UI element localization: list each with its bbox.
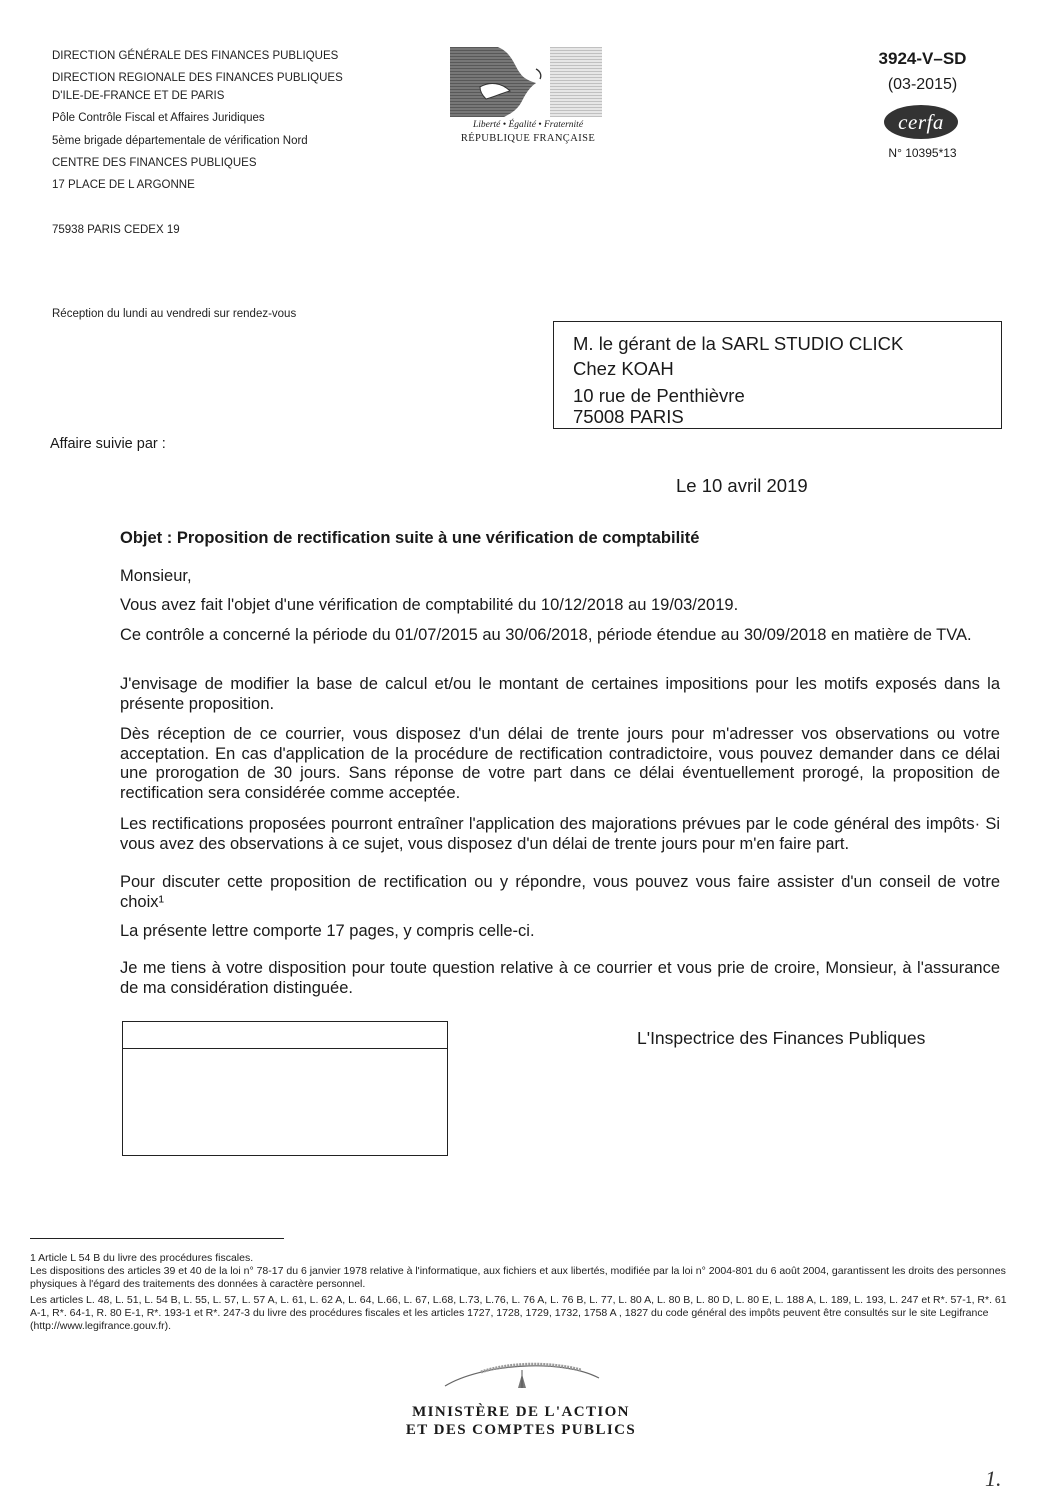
ministry-logo bbox=[385, 1358, 657, 1468]
republic-motto: Liberté • Égalité • Fraternité bbox=[472, 120, 584, 130]
cerfa-logo bbox=[884, 105, 958, 139]
ministry-name-line1: MINISTÈRE DE L'ACTION bbox=[412, 1404, 630, 1420]
footnote: Les dispositions des articles 39 et 40 de la loi n° 78-17 du 6 janvier 1978 relative à l'informatique, aux fichiers et aux libertés, modifiée par la loi n° 2004-801 du 6 août 2004, garantissent les droits des personnes physiques à l'égard des traitements des données à caractère personnel. bbox=[30, 1265, 1006, 1290]
recipient-address-box bbox=[553, 321, 1002, 429]
republic-name: RÉPUBLIQUE FRANÇAISE bbox=[460, 133, 596, 144]
form-edition: (03-2015) bbox=[887, 76, 958, 93]
recipient-line: Chez KOAH bbox=[573, 358, 674, 379]
sender-line: 5ème brigade départementale de vérification Nord bbox=[52, 135, 308, 147]
marianne-icon bbox=[450, 47, 602, 117]
footnote: 1 Article L 54 B du livre des procédures fiscales. bbox=[30, 1252, 254, 1264]
recipient-line: M. le gérant de la SARL STUDIO CLICK bbox=[573, 333, 904, 354]
letter-paragraph: J'envisage de modifier la base de calcul et/ou le montant de certaines impositions pour les motifs exposés dans la présente proposition. bbox=[120, 675, 1000, 713]
letter-paragraph: Je me tiens à votre disposition pour toute question relative à ce courrier et vous prie de croire, Monsieur, à l'assurance de ma considération distinguée. bbox=[120, 959, 1000, 997]
page-number: 1. bbox=[985, 1466, 1002, 1491]
sender-line: 17 PLACE DE L ARGONNE bbox=[52, 179, 195, 191]
letter-date: Le 10 avril 2019 bbox=[676, 475, 808, 496]
ministry-name-line2: ET DES COMPTES PUBLICS bbox=[405, 1422, 637, 1438]
sender-postcode: 75938 PARIS CEDEX 19 bbox=[52, 224, 180, 236]
cerfa-label: cerfa bbox=[898, 109, 944, 134]
recipient-line: 10 rue de Penthièvre bbox=[573, 385, 745, 406]
letter-paragraph: Dès réception de ce courrier, vous disposez d'un délai de trente jours pour m'adresser vos observations ou votre acceptation. En cas d'application de la procédure de rectification contradictoire, vous pouvez demander dans ce délai une prorogation de 30 jours. Sans réponse de votre part dans ce délai éventuellement prorogé, la proposition de rectification sera considérée comme acceptée. bbox=[120, 725, 1000, 802]
ministry-emblem-icon bbox=[441, 1358, 603, 1390]
recipient-line: 75008 PARIS bbox=[573, 406, 684, 427]
sender-line: CENTRE DES FINANCES PUBLIQUES bbox=[52, 157, 257, 169]
letter-paragraph: Pour discuter cette proposition de rectification ou y répondre, vous pouvez vous faire assister d'un conseil de votre choix¹ bbox=[120, 873, 1000, 911]
signature-box bbox=[122, 1021, 448, 1156]
sender-line: DIRECTION GÉNÉRALE DES FINANCES PUBLIQUES bbox=[52, 50, 339, 62]
sender-line: DIRECTION REGIONALE DES FINANCES PUBLIQUES bbox=[52, 72, 343, 84]
sender-line: D'ILE-DE-FRANCE ET DE PARIS bbox=[52, 90, 225, 102]
footnote: Les articles L. 48, L. 51, L. 54 B, L. 55, L. 57, L. 57 A, L. 61, L. 62 A, L. 64, L.66, L. 67, L.68, L.73, L.76, L. 76 A, L. 76 B, L. 77, L. 80 A, L. 80 B, L. 80 D, L. 80 E, L. 188 A, L. 189, L. 193, L. 247 et R*. 57-1, R*. 61 A-1, R*. 64-1, R. 80 E-1, R*. 193-1 et R*. 247-3 du livre des procédures fiscales et les articles 1727, 1728, 1729, 1732, 1758 A , 1827 du code général des impôts peuvent être consultés sur le site Legifrance (http://www.legifrance.gouv.fr). bbox=[30, 1294, 1007, 1332]
signature-box-divider bbox=[123, 1048, 447, 1049]
form-number: N° 10395*13 bbox=[888, 146, 957, 160]
republique-logo bbox=[450, 47, 606, 147]
letter-object: Objet : Proposition de rectification suite à une vérification de comptabilité bbox=[120, 529, 700, 547]
letter-paragraph: Les rectifications proposées pourront entraîner l'application des majorations prévues par le code général des impôts· Si vous avez des observations à ce sujet, vous disposez d'un délai de trente jours pour m'en faire part. bbox=[120, 815, 1000, 853]
sender-line: Pôle Contrôle Fiscal et Affaires Juridiques bbox=[52, 112, 265, 124]
letter-paragraph: Ce contrôle a concerné la période du 01/07/2015 au 30/06/2018, période étendue au 30/09/2018 en matière de TVA. bbox=[120, 626, 972, 644]
affaire-suivie-par: Affaire suivie par : bbox=[50, 436, 166, 452]
signatory-title: L'Inspectrice des Finances Publiques bbox=[637, 1028, 926, 1048]
reception-hours: Réception du lundi au vendredi sur rendez-vous bbox=[52, 308, 297, 320]
letter-paragraph: Vous avez fait l'objet d'une vérification de comptabilité du 10/12/2018 au 19/03/2019. bbox=[120, 596, 739, 614]
footnote-separator bbox=[30, 1238, 284, 1239]
letter-paragraph: La présente lettre comporte 17 pages, y compris celle-ci. bbox=[120, 922, 535, 940]
form-code: 3924-V–SD bbox=[878, 49, 967, 68]
salutation: Monsieur, bbox=[120, 567, 192, 585]
